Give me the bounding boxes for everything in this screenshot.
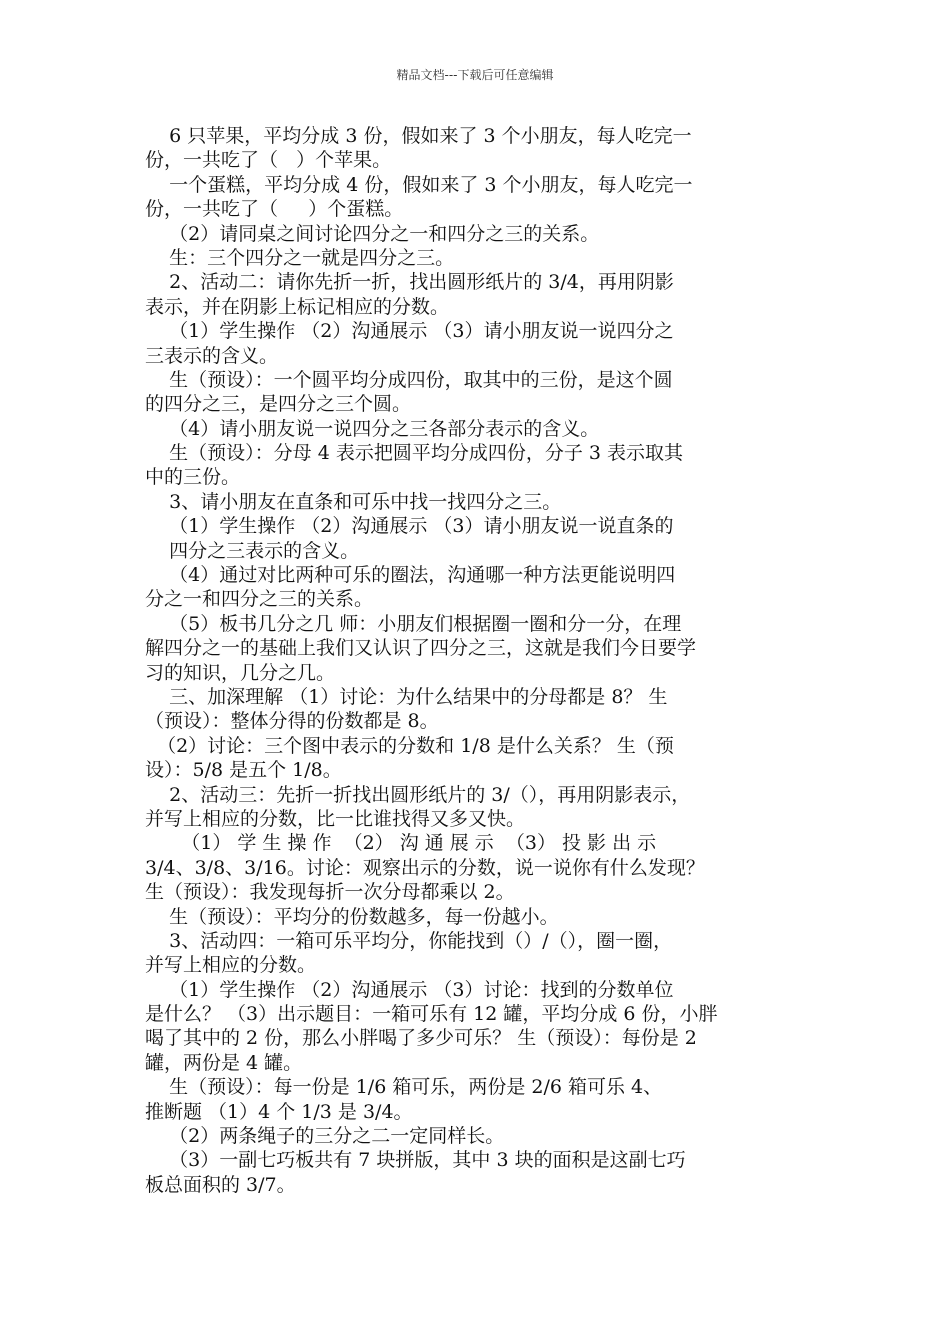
text-line: 生：三个四分之一就是四分之三。 xyxy=(145,246,455,269)
text-line: 分之一和四分之三的关系。 xyxy=(145,588,374,611)
text-line: （5）板书几分之几 师：小朋友们根据圈一圈和分一分，在理 xyxy=(145,612,682,635)
text-line: （1）学生操作 （2）沟通展示 （3）讨论：找到的分数单位 xyxy=(145,978,674,1001)
text-line: 生（预设）：分母 4 表示把圆平均分成四份，分子 3 表示取其 xyxy=(145,442,683,465)
text-line: 并写上相应的分数。 xyxy=(145,954,317,977)
text-line: 三、加深理解 （1）讨论：为什么结果中的分母都是 8？ 生 xyxy=(145,685,668,708)
text-line: 6 只苹果，平均分成 3 份，假如来了 3 个小朋友，每人吃完一 xyxy=(145,125,692,147)
text-line: 生（预设）：每一份是 1/6 箱可乐，两份是 2/6 箱可乐 4、 xyxy=(145,1076,663,1099)
text-line: 解四分之一的基础上我们又认识了四分之三，这就是我们今日要学 xyxy=(145,637,697,660)
text-line: 3、活动四：一箱可乐平均分，你能找到（）/（），圈一圈， xyxy=(145,929,673,952)
document-body xyxy=(145,124,810,1197)
text-line: 并写上相应的分数，比一比谁找得又多又快。 xyxy=(145,807,526,830)
text-line: （2）请同桌之间讨论四分之一和四分之三的关系。 xyxy=(145,222,600,245)
text-line: 推断题 （1）4 个 1/3 是 3/4。 xyxy=(145,1100,413,1123)
text-line: 板总面积的 3/7。 xyxy=(145,1173,296,1196)
text-line: 喝了其中的 2 份，那么小胖喝了多少可乐？ 生（预设）：每份是 2 xyxy=(145,1027,697,1050)
text-line: （2）讨论：三个图中表示的分数和 1/8 是什么关系？ 生（预 xyxy=(145,734,674,757)
text-line: （1）学生操作 （2）沟通展示 （3）请小朋友说一说四分之 xyxy=(145,320,674,343)
text-line: 罐，两份是 4 罐。 xyxy=(145,1051,303,1074)
text-line: （1）学生操作 （2）沟通展示 （3）请小朋友说一说直条的 xyxy=(145,515,674,538)
text-line: 生（预设）：一个圆平均分成四份，取其中的三份，是这个圆 xyxy=(145,368,673,391)
text-line: （4）请小朋友说一说四分之三各部分表示的含义。 xyxy=(145,417,600,440)
text-line: 表示，并在阴影上标记相应的分数。 xyxy=(145,295,450,318)
text-line: 份，一共吃了（ ）个蛋糕。 xyxy=(145,198,404,221)
text-line: （2）两条绳子的三分之二一定同样长。 xyxy=(145,1125,505,1148)
text-line: 中的三份。 xyxy=(145,466,241,489)
text-line: （3）一副七巧板共有 7 块拼版，其中 3 块的面积是这副七巧 xyxy=(145,1149,686,1172)
text-line: （1） 学 生 操 作 （2） 沟 通 展 示 （3） 投 影 出 示 xyxy=(145,832,657,855)
text-line: （预设）：整体分得的份数都是 8。 xyxy=(145,710,439,733)
text-line: 生（预设）：平均分的份数越多，每一份越小。 xyxy=(145,905,559,928)
text-line: （4）通过对比两种可乐的圈法，沟通哪一种方法更能说明四 xyxy=(145,564,676,587)
text-line: 三表示的含义。 xyxy=(145,344,279,367)
text-line: 是什么？ （3）出示题目：一箱可乐有 12 罐，平均分成 6 份，小胖 xyxy=(145,1003,718,1026)
text-line: 份，一共吃了（ ）个苹果。 xyxy=(145,149,392,172)
text-line: 2、活动二：请你先折一折，找出圆形纸片的 3/4，再用阴影 xyxy=(145,271,674,294)
text-line: 3/4、3/8、3/16。讨论：观察出示的分数，说一说你有什么发现？ xyxy=(145,856,705,879)
text-line: 四分之三表示的含义。 xyxy=(145,539,360,562)
text-line: 一个蛋糕，平均分成 4 份，假如来了 3 个小朋友，每人吃完一 xyxy=(145,173,693,196)
page-header: 精品文档---下载后可任意编辑 xyxy=(396,68,554,82)
text-line: 设）：5/8 是五个 1/8。 xyxy=(145,759,342,782)
text-line: 生（预设）：我发现每折一次分母都乘以 2。 xyxy=(145,881,515,904)
text-line: 2、活动三：先折一折找出圆形纸片的 3/（），再用阴影表示， xyxy=(145,783,691,806)
text-line: 的四分之三，是四分之三个圆。 xyxy=(145,393,412,416)
text-line: 习的知识，几分之几。 xyxy=(145,661,336,684)
text-line: 3、请小朋友在直条和可乐中找一找四分之三。 xyxy=(145,490,562,513)
